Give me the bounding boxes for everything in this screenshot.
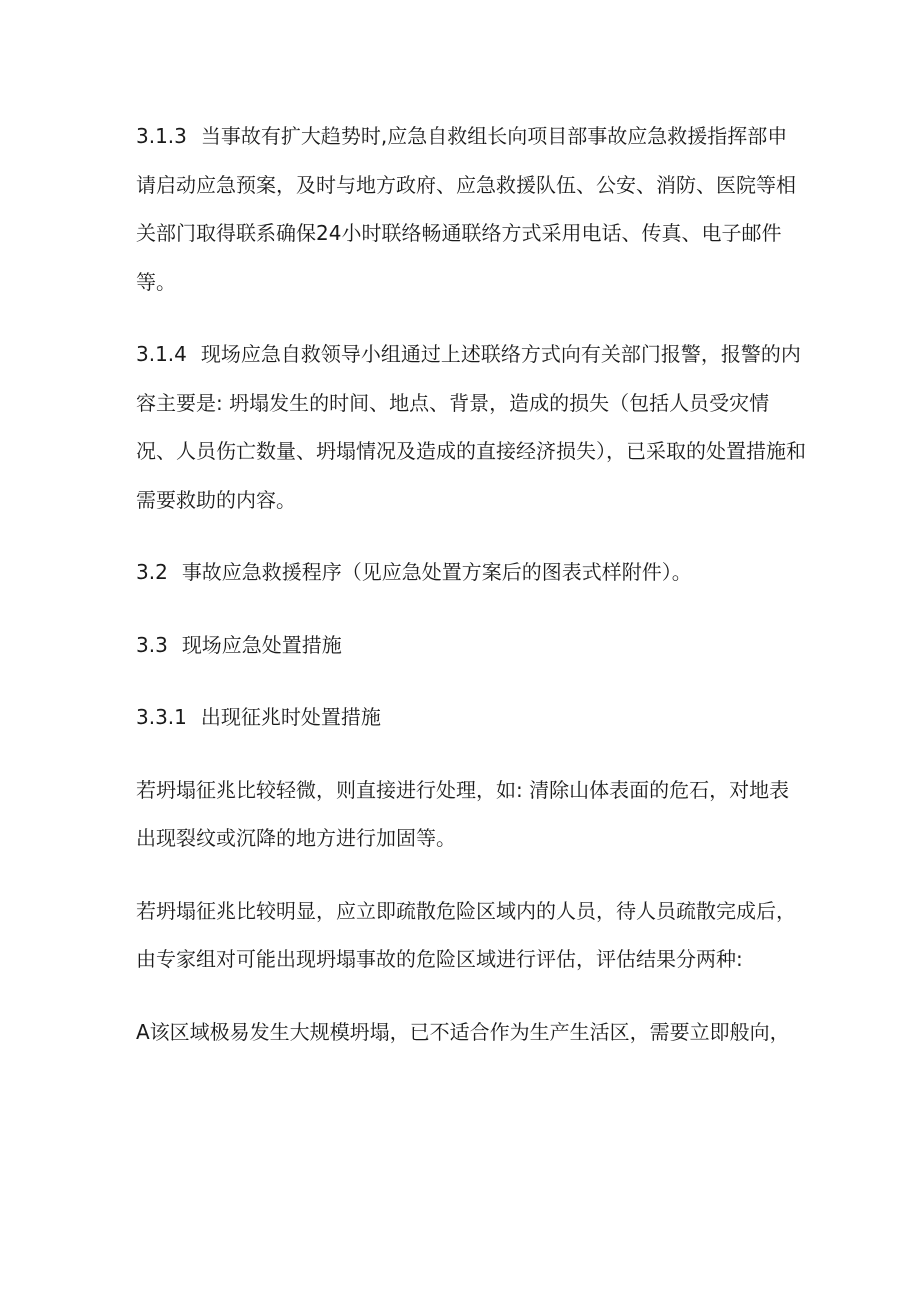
document-body: [136, 112, 806, 1056]
section-text: 现场应急自救领导小组通过上述联络方式向有关部门报警，报警的内容主要是: 坍塌发生的时间、地点、背景，造成的损失（包括人员受灾情况、人员伤亡数量、坍塌情况及造成的直接经济损失），已采取的处置措施和需要救助的内容。: [136, 342, 806, 512]
section-number: 3.3.1: [136, 705, 187, 729]
section-3-2: [136, 548, 806, 597]
section-number: 3.1.4: [136, 342, 187, 366]
section-3-1-3: [136, 112, 806, 306]
section-text: 出现征兆时处置措施: [200, 705, 381, 729]
body-paragraph: 若坍塌征兆比较轻微，则直接进行处理，如: 清除山体表面的危石，对地表出现裂纹或沉降的地方进行加固等。: [136, 777, 790, 850]
section-text: 现场应急处置措施: [181, 632, 342, 657]
body-paragraph: A该区域极易发生大规模坍塌，已不适合作为生产生活区，需要立即般向，: [136, 1019, 790, 1044]
body-paragraph: 若坍塌征兆比较明显，应立即疏散危险区域内的人员，待人员疏散完成后，由专家组对可能出现坍塌事故的危险区域进行评估，评估结果分两种:: [136, 898, 796, 971]
section-3-3: [136, 621, 806, 670]
section-number: 3.2: [136, 560, 168, 584]
section-number: 3.1.3: [136, 124, 187, 148]
section-text: 当事故有扩大趋势时,应急自救组长向项目部事故应急救援指挥部申请启动应急预案，及时与地方政府、应急救援队伍、公安、消防、医院等相关部门取得联系确保24小时联络畅通联络方式采用电话、传真、电子邮件等。: [136, 124, 796, 294]
section-number: 3.3: [136, 632, 168, 657]
section-3-3-1: [136, 693, 806, 742]
section-text: 事故应急救援程序（见应急处置方案后的图表式样附件）。: [181, 560, 692, 584]
section-3-1-4: [136, 330, 806, 524]
